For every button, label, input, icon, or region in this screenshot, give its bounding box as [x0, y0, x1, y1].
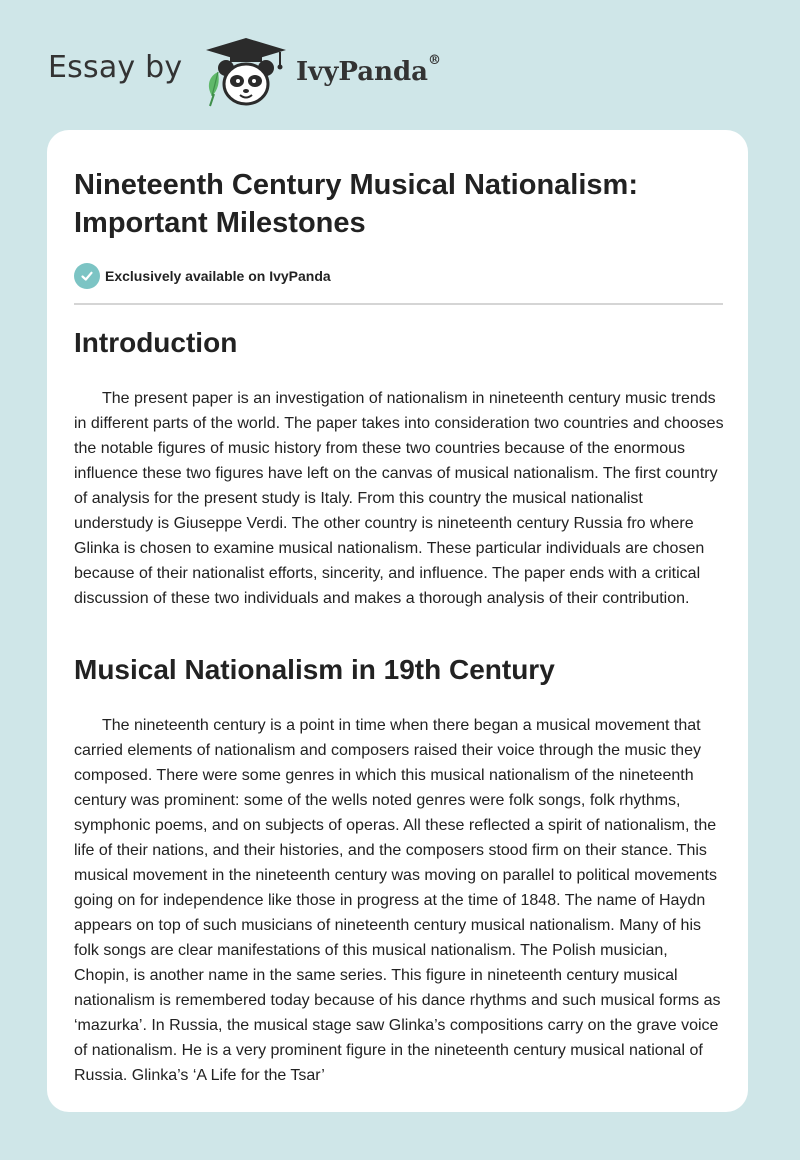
brand-name-text: IvyPanda [296, 57, 429, 87]
site-header [0, 0, 800, 130]
check-icon [74, 263, 100, 289]
section-heading-musical-nationalism: Musical Nationalism in 19th Century [74, 654, 555, 685]
essay-title: Nineteenth Century Musical Nationalism: Important Milestones [74, 169, 638, 239]
section-paragraph-introduction: The present paper is an investigation of nationalism in nineteenth century music trends in different parts of the world. The paper takes into consideration two countries and chooses the notable figures of music history from these two countries because of the enormous influence these two figures have left on the canvas of musical nationalism. The first country of analysis for the present study is Italy. From this country the musical nationalist understudy is Giuseppe Verdi. The other country is nineteenth century Russia fro where Glinka is chosen to examine musical nationalism. These particular individuals are chosen because of their nationalist efforts, sincerity, and influence. The paper ends with a critical discussion of these two individuals and makes a thorough analysis of their contribution. [74, 390, 724, 607]
essay-by-label: Essay by [48, 50, 183, 85]
exclusive-badge [74, 263, 331, 289]
section-heading-introduction: Introduction [74, 327, 238, 358]
brand-name[interactable] [296, 53, 442, 87]
essay-card [47, 130, 748, 1112]
section-paragraph-musical-nationalism: The nineteenth century is a point in time when there began a musical movement that carried elements of nationalism and composers raised their voice through the music they composed. There were some genres in which this musical nationalism of the nineteenth century was prominent: some of the wells noted genres were folk songs, folk rhythms, symphonic poems, and on subjects of operas. All these reflected a spirit of nationalism, the life of their nations, and their histories, and the composers stood firm on their stance. This musical movement in the nineteenth century was moving on parallel to political movements going on for independence like those in progress at the time of 1848. The name of Haydn appears on top of such musicians of nineteenth century musical nationalism. Many of his folk songs are clear manifestations of this musical nationalism. The Polish musician, Chopin, is another name in the same series. This figure in nineteenth century musical nationalism is remembered today because of his dance rhythms and such musical forms as ‘mazurka’. In Russia, the musical stage saw Glinka’s compositions carry on the grave voice of nationalism. He is a very prominent figure in the nineteenth century musical national of Russia. Glinka’s ‘A Life for the Tsar’ [74, 717, 721, 1084]
registered-mark: ® [428, 53, 442, 68]
panda-graduate-logo-icon[interactable] [200, 34, 292, 110]
exclusive-badge-label: Exclusively available on IvyPanda [105, 268, 331, 284]
leaf-icon [209, 72, 219, 106]
divider [74, 303, 723, 305]
